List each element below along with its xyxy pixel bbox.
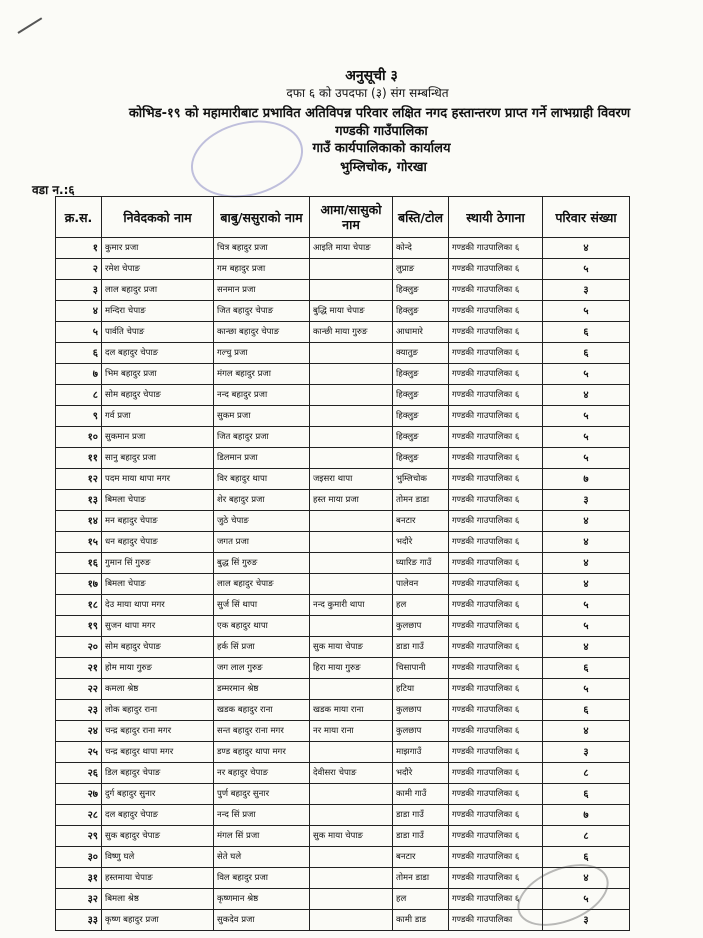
cell-sn: ३१	[56, 868, 102, 889]
col-family: परिवार संख्या	[543, 197, 630, 238]
cell-address: गण्डकी गाउपालिका ६	[449, 301, 543, 322]
cell-tole: कुलछाप	[393, 721, 449, 742]
cell-sn: २०	[56, 637, 102, 658]
cell-address: गण्डकी गाउपालिका ६	[449, 469, 543, 490]
cell-father: जित बहादुर प्रजा	[214, 427, 310, 448]
cell-sn: १८	[56, 595, 102, 616]
cell-address: गण्डकी गाउपालिका ६	[449, 511, 543, 532]
cell-address: गण्डकी गाउपालिका ६	[449, 679, 543, 700]
table-row	[56, 511, 630, 532]
cell-mother	[310, 448, 393, 469]
cell-tole: बनटार	[393, 847, 449, 868]
cell-tole: हिक्लुङ	[393, 280, 449, 301]
cell-sn: २६	[56, 763, 102, 784]
cell-tole: हटिया	[393, 679, 449, 700]
cell-mother	[310, 742, 393, 763]
table-row	[56, 847, 630, 868]
cell-name: पार्वति चेपाङ	[102, 322, 214, 343]
cell-father: गम बहादुर प्रजा	[214, 259, 310, 280]
cell-family: ४	[543, 868, 630, 889]
cell-sn: १६	[56, 553, 102, 574]
table-row	[56, 427, 630, 448]
cell-address: गण्डकी गाउपालिका ६	[449, 889, 543, 910]
cell-family: ५	[543, 595, 630, 616]
cell-address: गण्डकी गाउपालिका ६	[449, 784, 543, 805]
cell-name: होम माया गुरुङ	[102, 658, 214, 679]
cell-tole: हिक्लुङ	[393, 301, 449, 322]
cell-mother: सुक माया चेपाङ	[310, 637, 393, 658]
cell-tole: हल	[393, 889, 449, 910]
cell-family: ३	[543, 280, 630, 301]
table-row	[56, 322, 630, 343]
cell-name: धन बहादुर चेपाङ	[102, 532, 214, 553]
table-row	[56, 616, 630, 637]
cell-sn: २३	[56, 700, 102, 721]
cell-father: डण्ड बहादुर थापा मगर	[214, 742, 310, 763]
cell-family: ४	[543, 385, 630, 406]
cell-tole: कामी डाड	[393, 910, 449, 931]
cell-father: हर्क सिं प्रजा	[214, 637, 310, 658]
table-row	[56, 595, 630, 616]
cell-address: गण्डकी गाउपालिका ६	[449, 805, 543, 826]
cell-mother	[310, 343, 393, 364]
cell-mother	[310, 364, 393, 385]
cell-tole: भदौरे	[393, 763, 449, 784]
cell-father: जित बहादुर चेपाङ	[214, 301, 310, 322]
cell-name: सानु बहादुर प्रजा	[102, 448, 214, 469]
cell-mother	[310, 280, 393, 301]
cell-name: कुमार प्रजा	[102, 238, 214, 259]
cell-name: मन बहादुर चेपाङ	[102, 511, 214, 532]
cell-father: नन्द बहादुर प्रजा	[214, 385, 310, 406]
cell-family: ८	[543, 826, 630, 847]
cell-tole: लुप्राङ	[393, 259, 449, 280]
table-header-row	[56, 197, 630, 238]
cell-name: पदम माया थापा मगर	[102, 469, 214, 490]
cell-address: गण्डकी गाउपालिका ६	[449, 700, 543, 721]
cell-family: ५	[543, 616, 630, 637]
cell-family: ६	[543, 700, 630, 721]
cell-family: ४	[543, 637, 630, 658]
table-row	[56, 343, 630, 364]
cell-address: गण्डकी गाउपालिका ६	[449, 637, 543, 658]
cell-family: ६	[543, 847, 630, 868]
cell-father: चित्र बहादुर प्रजा	[214, 238, 310, 259]
cell-mother	[310, 868, 393, 889]
cell-name: भिम बहादुर प्रजा	[102, 364, 214, 385]
cell-tole: भदौरे	[393, 532, 449, 553]
cell-address: गण्डकी गाउपालिका ६	[449, 553, 543, 574]
table-row	[56, 301, 630, 322]
cell-sn: ११	[56, 448, 102, 469]
table-row	[56, 721, 630, 742]
cell-tole: कुलछाप	[393, 700, 449, 721]
cell-name: डिल बहादुर चेपाङ	[102, 763, 214, 784]
cell-address: गण्डकी गाउपालिका ६	[449, 343, 543, 364]
cell-father: जगत प्रजा	[214, 532, 310, 553]
cell-father: सनमान प्रजा	[214, 280, 310, 301]
table-row	[56, 238, 630, 259]
cell-sn: ३३	[56, 910, 102, 931]
cell-family: ४	[543, 574, 630, 595]
cell-sn: १०	[56, 427, 102, 448]
cell-sn: ३	[56, 280, 102, 301]
cell-mother: खडक माया राना	[310, 700, 393, 721]
cell-father: सुकदेव प्रजा	[214, 910, 310, 931]
cell-mother	[310, 784, 393, 805]
cell-tole: तोमन डाडा	[393, 490, 449, 511]
cell-mother: नन्द कुमारी थापा	[310, 595, 393, 616]
beneficiary-table	[55, 196, 630, 931]
ward-number: वडा न.:६	[32, 183, 75, 197]
table-row	[56, 700, 630, 721]
cell-name: कृष्ण बहादुर प्रजा	[102, 910, 214, 931]
cell-family: ५	[543, 889, 630, 910]
col-tole: बस्ति/टोल	[393, 197, 449, 238]
cell-father: सुर्ज सिं थापा	[214, 595, 310, 616]
cell-tole: हिक्लुङ	[393, 364, 449, 385]
cell-family: ७	[543, 469, 630, 490]
cell-address: गण्डकी गाउपालिका ६	[449, 595, 543, 616]
cell-mother: हस्त माया प्रजा	[310, 490, 393, 511]
cell-sn: ३२	[56, 889, 102, 910]
cell-tole: डाडा गाउँ	[393, 805, 449, 826]
cell-father: जग लाल गुरुङ	[214, 658, 310, 679]
cell-father: डम्मरमान श्रेष्ठ	[214, 679, 310, 700]
cell-address: गण्डकी गाउपालिका ६	[449, 763, 543, 784]
cell-name: बिमला चेपाङ	[102, 574, 214, 595]
col-father: बाबु/ससुराको नाम	[214, 197, 310, 238]
cell-family: ३	[543, 490, 630, 511]
cell-mother	[310, 385, 393, 406]
table-row	[56, 826, 630, 847]
cell-mother: नर माया राना	[310, 721, 393, 742]
cell-mother	[310, 259, 393, 280]
cell-mother: देवीसरा चेपाङ	[310, 763, 393, 784]
cell-address: गण्डकी गाउपालिका ६	[449, 826, 543, 847]
cell-father: नर बहादुर चेपाङ	[214, 763, 310, 784]
cell-tole: माझगाउँ	[393, 742, 449, 763]
cell-tole: पालेवन	[393, 574, 449, 595]
cell-tole: आधामारे	[393, 322, 449, 343]
pen-mark	[17, 17, 42, 34]
cell-address: गण्डकी गाउपालिका ६	[449, 490, 543, 511]
cell-mother	[310, 889, 393, 910]
cell-mother	[310, 574, 393, 595]
table-row	[56, 385, 630, 406]
cell-family: ६	[543, 784, 630, 805]
cell-father: डिलमान प्रजा	[214, 448, 310, 469]
table-row	[56, 280, 630, 301]
cell-tole: घ्यारिङ गाउँ	[393, 553, 449, 574]
cell-sn: ६	[56, 343, 102, 364]
cell-family: ५	[543, 427, 630, 448]
cell-name: रमेश चेपाङ	[102, 259, 214, 280]
cell-name: सुजन थापा मगर	[102, 616, 214, 637]
cell-tole: हिक्लुङ	[393, 385, 449, 406]
cell-mother	[310, 532, 393, 553]
cell-address: गण्डकी गाउपालिका ६	[449, 742, 543, 763]
cell-tole: तोमन डाडा	[393, 868, 449, 889]
cell-mother	[310, 679, 393, 700]
cell-mother: जइसरा थापा	[310, 469, 393, 490]
cell-father: सन्त बहादुर राना मगर	[214, 721, 310, 742]
cell-name: मन्दिरा चेपाङ	[102, 301, 214, 322]
cell-father: सेते घले	[214, 847, 310, 868]
cell-name: सुक बहादुर चेपाङ	[102, 826, 214, 847]
cell-mother: सुक माया चेपाङ	[310, 826, 393, 847]
cell-family: ६	[543, 343, 630, 364]
table-row	[56, 679, 630, 700]
cell-name: सुकमान प्रजा	[102, 427, 214, 448]
cell-tole: हल	[393, 595, 449, 616]
cell-sn: १७	[56, 574, 102, 595]
cell-name: गुमान सिं गुरुङ	[102, 553, 214, 574]
office-name: गाउँ कार्यपालिकाको कार्यालय	[312, 141, 451, 156]
cell-tole: हिक्लुङ	[393, 448, 449, 469]
cell-family: ३	[543, 742, 630, 763]
cell-family: ५	[543, 364, 630, 385]
cell-tole: कामी गाउँ	[393, 784, 449, 805]
cell-father: मंगल सिं प्रजा	[214, 826, 310, 847]
cell-family: ८	[543, 763, 630, 784]
cell-address: गण्डकी गाउपालिका ६	[449, 406, 543, 427]
cell-address: गण्डकी गाउपालिका ६	[449, 658, 543, 679]
table-row	[56, 469, 630, 490]
table-row	[56, 574, 630, 595]
cell-sn: १९	[56, 616, 102, 637]
table-row	[56, 448, 630, 469]
cell-name: लाल बहादुर प्रजा	[102, 280, 214, 301]
cell-father: गल्चु प्रजा	[214, 343, 310, 364]
cell-sn: २४	[56, 721, 102, 742]
cell-sn: ९	[56, 406, 102, 427]
table-row	[56, 742, 630, 763]
schedule-title: अनुसूची ३	[345, 68, 398, 84]
cell-address: गण्डकी गाउपालिका ६	[449, 280, 543, 301]
cell-address: गण्डकी गाउपालिका ६	[449, 322, 543, 343]
cell-address: गण्डकी गाउपालिका ६	[449, 259, 543, 280]
cell-address: गण्डकी गाउपालिका	[449, 910, 543, 931]
cell-name: सोम बहादुर चेपाङ	[102, 385, 214, 406]
cell-mother	[310, 847, 393, 868]
cell-family: ४	[543, 553, 630, 574]
cell-sn: २५	[56, 742, 102, 763]
cell-sn: १५	[56, 532, 102, 553]
cell-address: गण्डकी गाउपालिका ६	[449, 868, 543, 889]
cell-mother	[310, 427, 393, 448]
cell-sn: ७	[56, 364, 102, 385]
cell-address: गण्डकी गाउपालिका ६	[449, 616, 543, 637]
cell-tole: भुम्लिचोक	[393, 469, 449, 490]
cell-father: एक बहादुर थापा	[214, 616, 310, 637]
cell-address: गण्डकी गाउपालिका ६	[449, 385, 543, 406]
table-row	[56, 784, 630, 805]
cell-sn: २१	[56, 658, 102, 679]
cell-name: दल बहादुर चेपाङ	[102, 805, 214, 826]
cell-address: गण्डकी गाउपालिका ६	[449, 532, 543, 553]
cell-address: गण्डकी गाउपालिका ६	[449, 721, 543, 742]
cell-tole: डाडा गाउँ	[393, 637, 449, 658]
cell-sn: २९	[56, 826, 102, 847]
cell-family: ५	[543, 406, 630, 427]
cell-tole: हिक्लुङ	[393, 406, 449, 427]
table-row	[56, 490, 630, 511]
cell-sn: ५	[56, 322, 102, 343]
cell-sn: ४	[56, 301, 102, 322]
cell-sn: २२	[56, 679, 102, 700]
cell-address: गण्डकी गाउपालिका ६	[449, 427, 543, 448]
cell-tole: डाडा गाउँ	[393, 826, 449, 847]
cell-family: ४	[543, 511, 630, 532]
cell-mother: हिरा माया गुरुङ	[310, 658, 393, 679]
cell-father: जुठे चेपाङ	[214, 511, 310, 532]
table-row	[56, 406, 630, 427]
municipality-name: गण्डकी गाउँपालिका	[335, 124, 428, 139]
cell-name: सोम बहादुर चेपाङ	[102, 637, 214, 658]
cell-family: ५	[543, 301, 630, 322]
cell-tole: कुलछाप	[393, 616, 449, 637]
cell-mother	[310, 910, 393, 931]
cell-mother: कान्छी माया गुरुङ	[310, 322, 393, 343]
cell-sn: १	[56, 238, 102, 259]
cell-name: चन्द्र बहादुर थापा मगर	[102, 742, 214, 763]
cell-father: मंगल बहादुर प्रजा	[214, 364, 310, 385]
cell-family: ५	[543, 259, 630, 280]
cell-father: विर बहादुर थापा	[214, 469, 310, 490]
cell-father: बुद्ध सिं गुरुङ	[214, 553, 310, 574]
document-title: कोभिड-१९ को महामारीबाट प्रभावित अतिविपन्न परिवार लक्षित नगद हस्तान्तरण प्राप्त गर्ने लाभग्राही विवरण	[128, 106, 631, 121]
cell-tole: बनटार	[393, 511, 449, 532]
cell-name: देउ माया थापा मगर	[102, 595, 214, 616]
cell-family: ६	[543, 658, 630, 679]
table-row	[56, 364, 630, 385]
col-serial: क्र.स.	[56, 197, 102, 238]
table-row	[56, 763, 630, 784]
table-row	[56, 553, 630, 574]
cell-name: गर्व प्रजा	[102, 406, 214, 427]
cell-address: गण्डकी गाउपालिका ६	[449, 238, 543, 259]
cell-mother	[310, 406, 393, 427]
cell-sn: २	[56, 259, 102, 280]
cell-family: ३	[543, 910, 630, 931]
clause-reference: दफा ६ को उपदफा (३) संग सम्बन्धित	[286, 86, 449, 100]
cell-father: सुकम प्रजा	[214, 406, 310, 427]
cell-address: गण्डकी गाउपालिका ६	[449, 364, 543, 385]
col-mother: आमा/सासुको नाम	[310, 197, 393, 238]
cell-sn: १३	[56, 490, 102, 511]
cell-tole: हिक्लुङ	[393, 427, 449, 448]
cell-address: गण्डकी गाउपालिका ६	[449, 448, 543, 469]
cell-mother: बुद्धि माया चेपाङ	[310, 301, 393, 322]
cell-father: कृष्णमान श्रेष्ठ	[214, 889, 310, 910]
cell-mother	[310, 511, 393, 532]
cell-mother	[310, 616, 393, 637]
cell-tole: चिसापानी	[393, 658, 449, 679]
cell-sn: १४	[56, 511, 102, 532]
cell-address: गण्डकी गाउपालिका ६	[449, 847, 543, 868]
cell-sn: ३०	[56, 847, 102, 868]
cell-name: बिमला चेपाङ	[102, 490, 214, 511]
col-applicant: निवेदकको नाम	[102, 197, 214, 238]
table-row	[56, 532, 630, 553]
cell-name: चन्द्र बहादुर राना मगर	[102, 721, 214, 742]
cell-sn: २७	[56, 784, 102, 805]
cell-family: ६	[543, 322, 630, 343]
cell-name: हस्तमाया चेपाङ	[102, 868, 214, 889]
cell-sn: १२	[56, 469, 102, 490]
cell-name: कमला श्रेष्ठ	[102, 679, 214, 700]
cell-father: कान्छा बहादुर चेपाङ	[214, 322, 310, 343]
office-location: भुम्लिचोक, गोरखा	[340, 160, 427, 175]
cell-mother	[310, 805, 393, 826]
cell-father: खडक बहादुर राना	[214, 700, 310, 721]
cell-name: दल बहादुर चेपाङ	[102, 343, 214, 364]
cell-name: बिमला श्रेष्ठ	[102, 889, 214, 910]
cell-father: पुर्ण बहादुर सुनार	[214, 784, 310, 805]
table-row	[56, 805, 630, 826]
table-row	[56, 259, 630, 280]
cell-name: लोक बहादुर राना	[102, 700, 214, 721]
cell-sn: २८	[56, 805, 102, 826]
cell-mother	[310, 553, 393, 574]
cell-father: विल बहादुर प्रजा	[214, 868, 310, 889]
table-row	[56, 658, 630, 679]
cell-sn: ८	[56, 385, 102, 406]
cell-family: ४	[543, 238, 630, 259]
cell-name: विष्णु घले	[102, 847, 214, 868]
cell-family: ४	[543, 721, 630, 742]
cell-father: नन्द सिं प्रजा	[214, 805, 310, 826]
col-address: स्थायी ठेगाना	[449, 197, 543, 238]
cell-tole: क्यातुङ	[393, 343, 449, 364]
cell-tole: कोन्दे	[393, 238, 449, 259]
cell-family: ५	[543, 448, 630, 469]
cell-name: दुर्ग बहादुर सुनार	[102, 784, 214, 805]
cell-mother: आइति माया चेपाङ	[310, 238, 393, 259]
table-row	[56, 637, 630, 658]
cell-family: ७	[543, 805, 630, 826]
cell-father: शेर बहादुर प्रजा	[214, 490, 310, 511]
cell-father: लाल बहादुर चेपाङ	[214, 574, 310, 595]
cell-family: ४	[543, 532, 630, 553]
cell-address: गण्डकी गाउपालिका ६	[449, 574, 543, 595]
cell-family: ५	[543, 679, 630, 700]
